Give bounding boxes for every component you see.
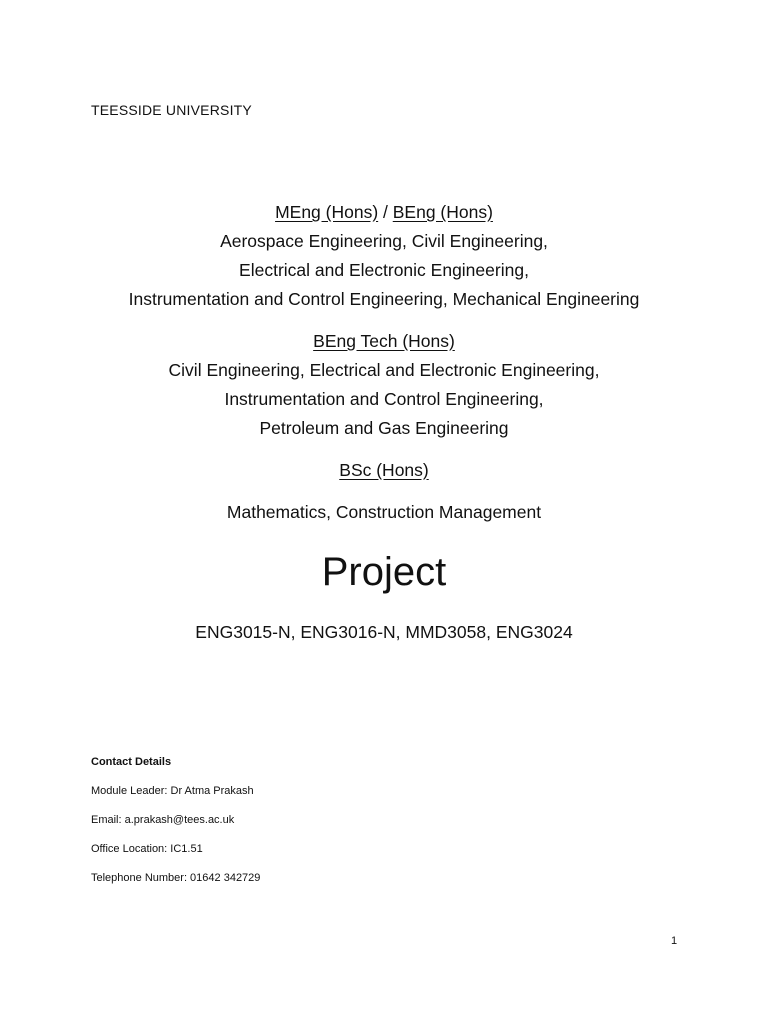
beng-degree-label: BEng (Hons) <box>392 202 493 222</box>
degree-separator: / <box>378 202 393 222</box>
bsc-subjects <box>0 498 768 527</box>
office-location: Office Location: IC1.51 <box>91 843 203 855</box>
meng-subjects-line-2: Electrical and Electronic Engineering, <box>239 260 529 280</box>
beng-tech-subjects-line-1: Civil Engineering, Electrical and Electronic Engineering, <box>168 360 600 380</box>
module-leader: Module Leader: Dr Atma Prakash <box>91 785 254 797</box>
meng-subjects-line-3: Instrumentation and Control Engineering, Mechanical Engineering <box>128 289 640 309</box>
beng-tech-subjects-line-3: Petroleum and Gas Engineering <box>259 418 509 438</box>
bsc-subjects-line-1: Mathematics, Construction Management <box>226 502 542 522</box>
contact-email: Email: a.prakash@tees.ac.uk <box>91 814 235 826</box>
bsc-programme-heading <box>0 456 768 485</box>
meng-degree-label: MEng (Hons) <box>275 202 379 222</box>
meng-subjects-line-1: Aerospace Engineering, Civil Engineering, <box>220 231 548 251</box>
beng-tech-subjects-line-2: Instrumentation and Control Engineering, <box>224 389 544 409</box>
contact-heading: Contact Details <box>91 756 172 768</box>
document-title: Project <box>321 550 447 594</box>
beng-tech-degree-label: BEng Tech (Hons) <box>313 331 455 351</box>
university-name: TEESSIDE UNIVERSITY <box>91 102 252 118</box>
beng-tech-degree-heading <box>0 327 768 356</box>
contact-details <box>91 754 260 899</box>
page-number: 1 <box>671 935 678 947</box>
beng-tech-programme <box>0 327 768 443</box>
bsc-degree-label: BSc (Hons) <box>339 460 429 480</box>
meng-beng-degree-heading <box>0 198 768 227</box>
telephone-number: Telephone Number: 01642 342729 <box>91 872 261 884</box>
bsc-degree-heading <box>0 456 768 485</box>
module-codes: ENG3015-N, ENG3016-N, MMD3058, ENG3024 <box>195 622 573 642</box>
meng-beng-programme <box>0 198 768 314</box>
